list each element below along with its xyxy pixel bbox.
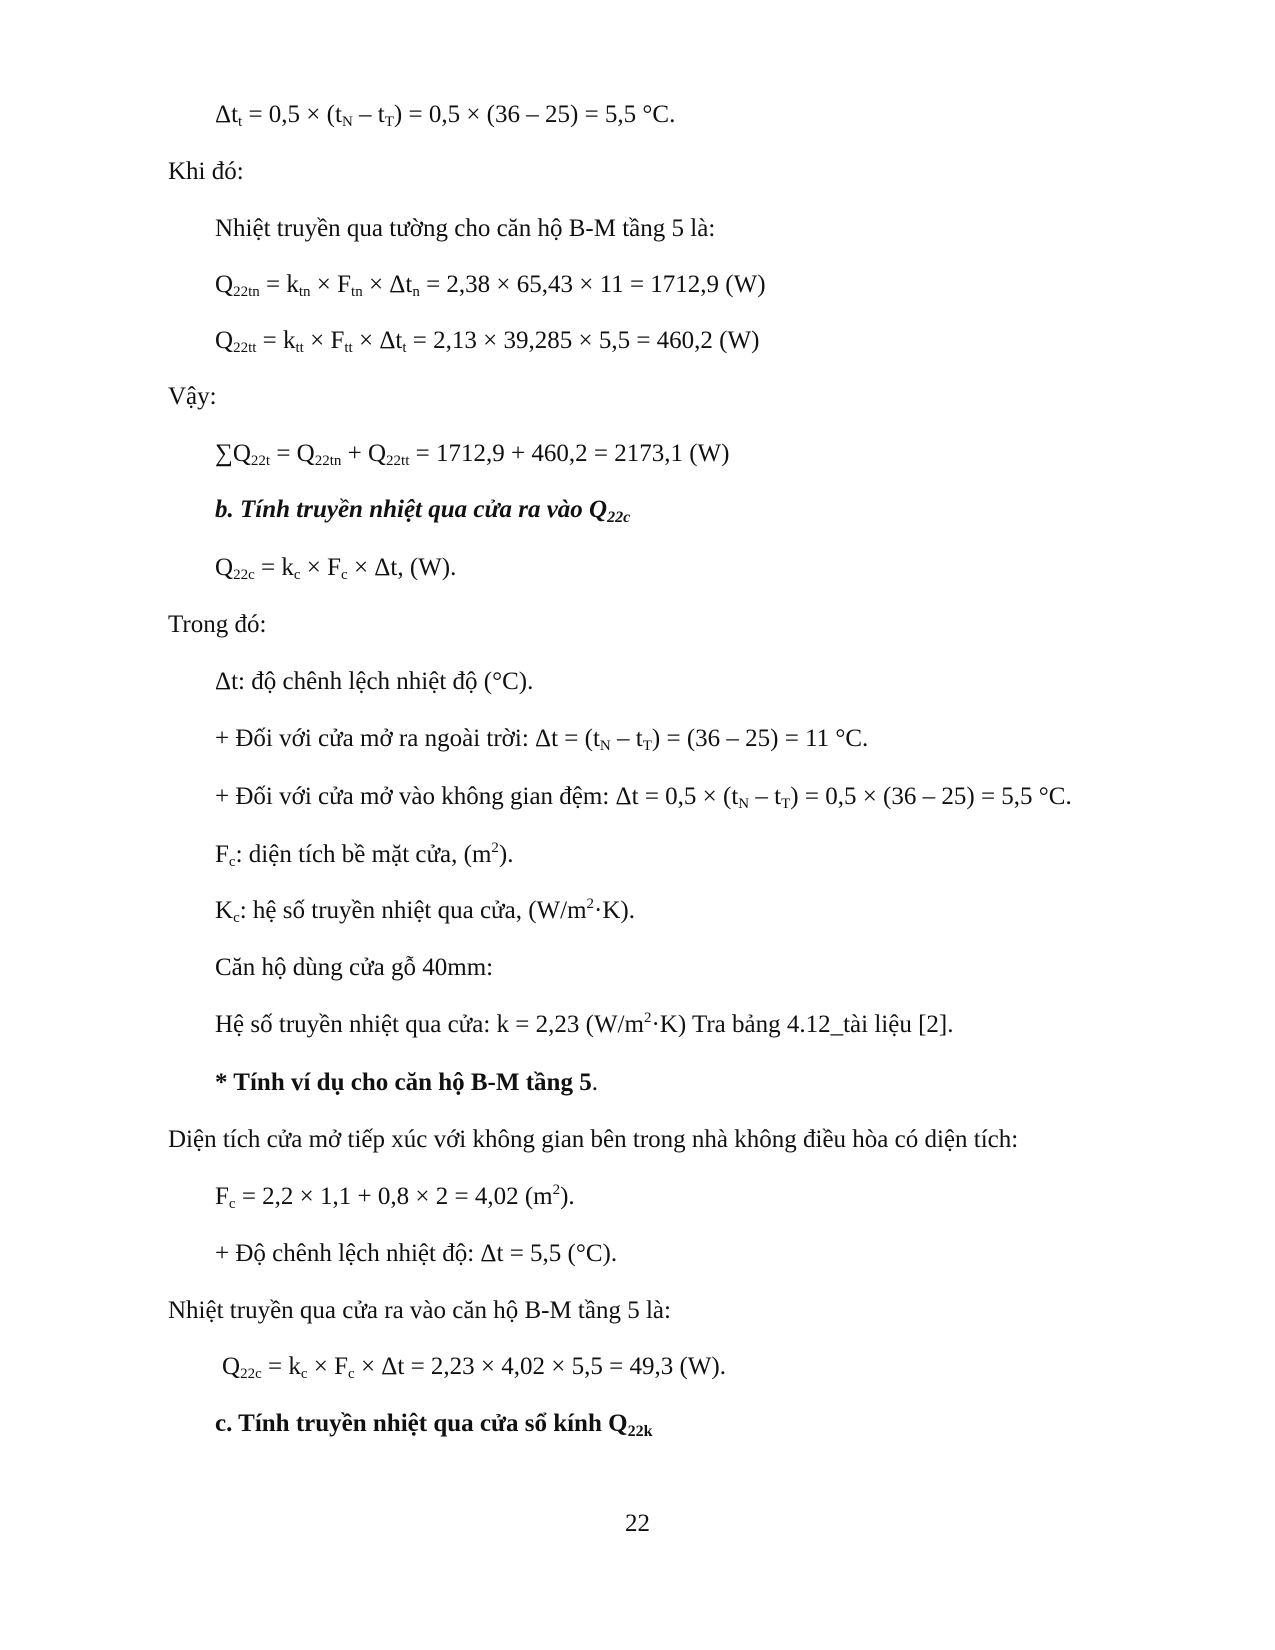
example-heading: * Tính ví dụ cho căn hộ B-M tầng 5. [215, 1069, 598, 1096]
section-heading-c: c. Tính truyền nhiệt qua cửa sổ kính $Q_{22k}$ [215, 1410, 653, 1440]
formula-q22tt: $Q_{22tt} = k_{tt} \times F_{tt} \times \Delta t_t = 2,13 \times 39,285 \times 5,5 = 460,2$ (W) [215, 327, 760, 356]
formula-q22tn: $Q_{22tn} = k_{tn} \times F_{tn} \times \Delta t_n = 2,38 \times 65,43 \times 11 = 1712,9$ (W) [215, 271, 766, 300]
formula-fc: $F_c = 2,2 \times 1,1 + 0,8 \times 2 = 4,02$ $(m^2)$. [215, 1182, 575, 1212]
text-fc-def: $F_c$: diện tích bề mặt cửa, $(m^2)$. [215, 840, 514, 870]
text-buffer-door: + Đối với cửa mở vào không gian đệm: $\Delta t = 0,5 \times (t_N - t_T) = 0,5 \times (36 - 25) = 5,5$ °C. [215, 783, 1072, 812]
text-wall-heat-intro: Nhiệt truyền qua tường cho căn hộ B-M tầng 5 là: [215, 215, 716, 242]
text-door-area-intro: Diện tích cửa mở tiếp xúc với không gian bên trong nhà không điều hòa có diện tích: [168, 1126, 1019, 1153]
text-delta-t-def: Δt: độ chênh lệch nhiệt độ (°C). [215, 668, 534, 695]
text-door-coefficient: Hệ số truyền nhiệt qua cửa: k = 2,23 $(W/m^2\cdot K)$ Tra bảng 4.12_tài liệu [2]. [215, 1010, 954, 1038]
text-outdoor-door: + Đối với cửa mở ra ngoài trời: $\Delta t = (t_N - t_T) = (36 - 25) = 11$ °C. [215, 725, 869, 754]
formula-sum-q22t: $\sum Q_{22t} = Q_{22tn} + Q_{22tt} = 1712,9 + 460,2 = 2173,1$ (W) [215, 440, 730, 469]
text-vay: Vậy: [168, 383, 217, 410]
section-heading-b: b. Tính truyền nhiệt qua cửa ra vào $Q_{22c}$ [215, 496, 631, 526]
text-door-heat-intro: Nhiệt truyền qua cửa ra vào căn hộ B-M tầng 5 là: [168, 1297, 671, 1324]
formula-q22c: $Q_{22c} = k_c \times F_c \times \Delta t$, (W). [215, 554, 457, 583]
text-kc-def: $K_c$: hệ số truyền nhiệt qua cửa, $(W/m^2\cdot K)$. [215, 896, 635, 926]
text-trong-do: Trong đó: [168, 611, 267, 638]
formula-delta-t-t: $\Delta t_t = 0,5 \times (t_N - t_T) = 0,5 \times (36 - 25) = 5,5$ °C. [215, 101, 676, 130]
text-temp-diff: + Độ chênh lệch nhiệt độ: Δt = 5,5 (°C). [215, 1240, 618, 1267]
text-wood-door: Căn hộ dùng cửa gỗ 40mm: [215, 954, 494, 981]
page-number: 22 [625, 1510, 650, 1537]
formula-q22c-result: $Q_{22c} = k_c \times F_c \times \Delta t = 2,23 \times 4,02 \times 5,5 = 49,3$ (W). [222, 1353, 726, 1382]
text-khi-do: Khi đó: [168, 158, 244, 185]
